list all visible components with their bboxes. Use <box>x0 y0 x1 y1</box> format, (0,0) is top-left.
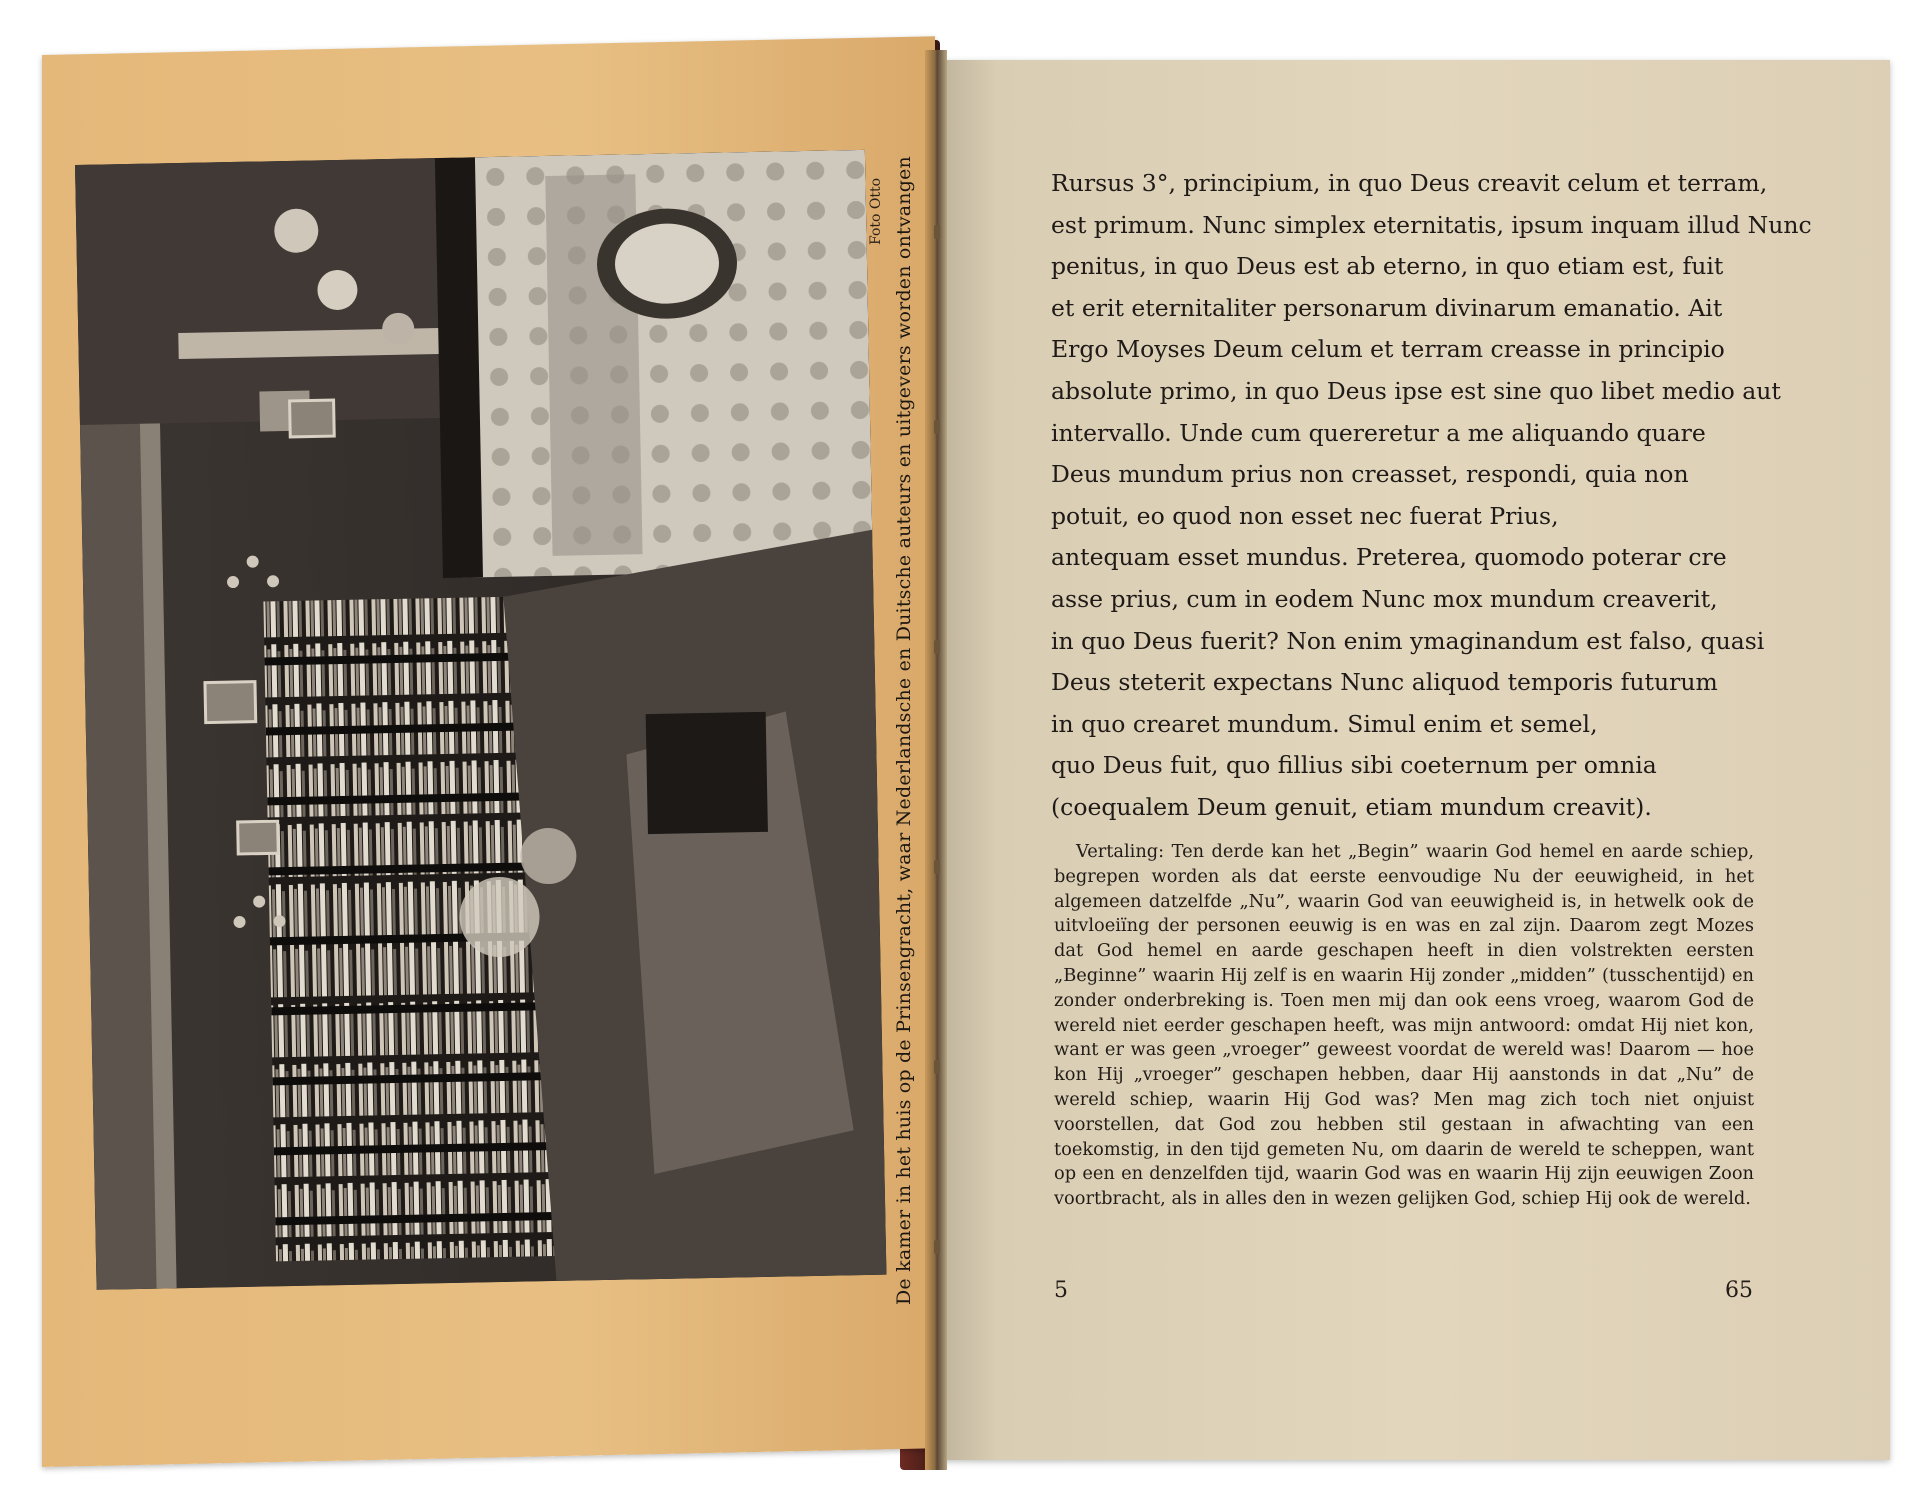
stitch <box>934 860 940 874</box>
latin-line: Rursus 3°, principium, in quo Deus creavit celum et terram, <box>1051 169 1768 197</box>
translation-paragraph: Vertaling: Ten derde kan het „Begin” waarin God hemel en aarde schiep, begrepen worden als dat eerste eenvoudige Nu der eeuwigheid, in het algemeen datzelfde „Nu”, waarin God van eeuwigheid is, in hetwelk ook de uitvloeiïng der personen eeuwig is en was en zal zijn. Daarom zegt Mozes dat God hemel en aarde geschapen heeft in dien volstrekten eersten „Beginne” waarin Hij zelf is en waarin Hij zonder „midden” (tusschentijd) en zonder onderbreking is. Toen men mij dan ook eens vroeg, waarom God de wereld niet eerder geschapen heeft, was mijn antwoord: omdat Hij niet kon, want er was geen „vroeger” geweest voordat de wereld was! Daarom — hoe kon Hij „vroeger” geschapen hebben, daar Hij aanstonds in dat „Nu” de wereld schiep, waarin Hij God was? Men mag zich toch niet onjuist voorstellen, dat God zou hebben stil gestaan in afwachting van een toekomstig, in den tijd gemeten Nu, om daarin de wereld te scheppen, want op een en denzelfden tijd, waarin God was en waarin Hij zijn eeuwigen Zoon voortbracht, als in alles den in wezen gelijken God, schiep Hij ook de wereld. <box>1054 841 1754 1210</box>
stitch <box>934 420 940 434</box>
stitch <box>934 640 940 654</box>
latin-text <box>1051 163 1812 829</box>
room-photograph <box>75 150 886 1290</box>
latin-line: potuit, eo quod non esset nec fuerat Prius, <box>1051 501 1559 530</box>
latin-line: intervallo. Unde cum quereretur a me aliquando quare <box>1051 418 1706 447</box>
latin-line: in quo crearet mundum. Simul enim et semel, <box>1051 709 1598 738</box>
photo-credit: Foto Otto <box>868 177 884 245</box>
latin-line: Ergo Moyses Deum celum et terram creasse in principio <box>1051 335 1725 364</box>
photo-caption: De kamer in het huis op de Prinsengracht, waar Nederlandsche en Duitsche auteurs en uitgevers worden ontvangen <box>893 156 915 1305</box>
latin-line: asse prius, cum in eodem Nunc mox mundum creaverit, <box>1051 584 1718 613</box>
latin-line: absolute primo, in quo Deus ipse est sine quo libet medio aut <box>1051 376 1781 405</box>
page-number-right: 65 <box>1725 1278 1753 1303</box>
latin-line: est primum. Nunc simplex eternitatis, ipsum inquam illud Nunc <box>1051 210 1812 239</box>
latin-line: in quo Deus fuerit? Non enim ymaginandum est falso, quasi <box>1051 626 1765 655</box>
latin-line: Deus steterit expectans Nunc aliquod temporis futurum <box>1051 668 1718 697</box>
latin-line: Deus mundum prius non creasset, respondi, quia non <box>1051 460 1689 489</box>
latin-line: antequam esset mundus. Preterea, quomodo poterar cre <box>1051 543 1727 572</box>
latin-line: et erit eternitaliter personarum divinarum emanatio. Ait <box>1051 293 1723 322</box>
stitch <box>934 225 940 239</box>
latin-line: (coequalem Deum genuit, etiam mundum creavit). <box>1051 792 1652 821</box>
book-gutter <box>925 50 947 1470</box>
stitch <box>934 1240 940 1254</box>
stitch <box>934 1060 940 1074</box>
latin-line: penitus, in quo Deus est ab eterno, in quo etiam est, fuit <box>1051 252 1724 281</box>
translation-text <box>1054 840 1754 1212</box>
page-number-left: 5 <box>1054 1278 1068 1303</box>
latin-line: quo Deus fuit, quo fillius sibi coeternum per omnia <box>1051 751 1657 780</box>
